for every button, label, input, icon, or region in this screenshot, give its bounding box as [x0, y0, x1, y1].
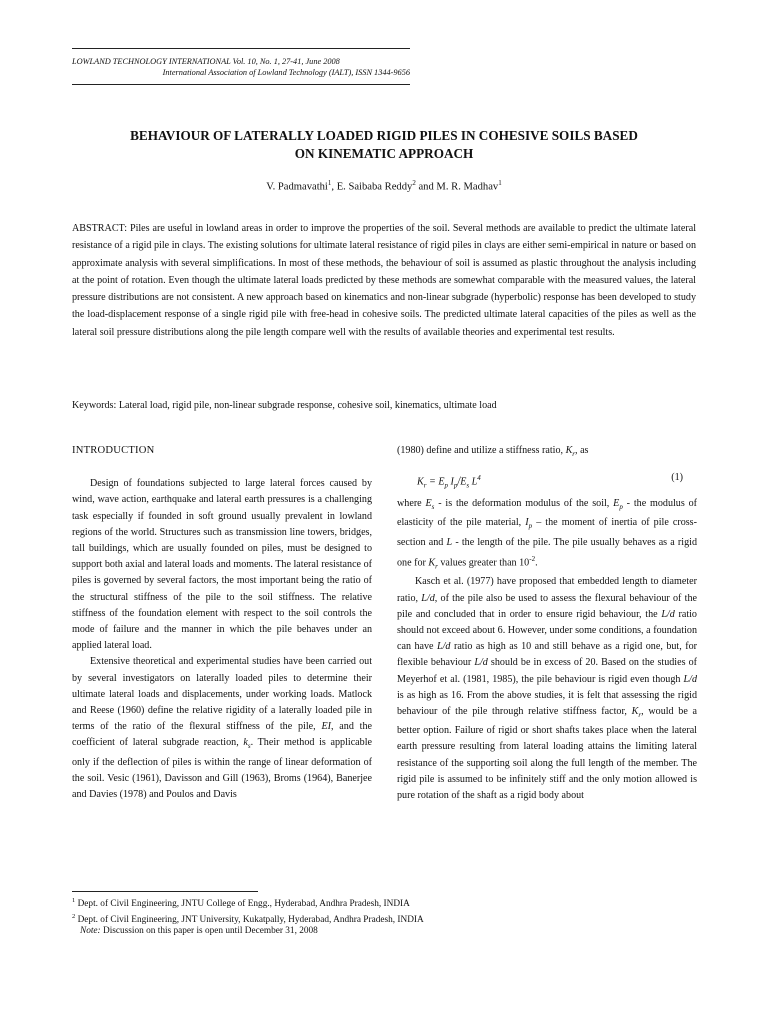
right-column — [397, 443, 697, 804]
equation-number: (1) — [671, 472, 683, 484]
paper-title — [72, 127, 696, 163]
title-line-2: ON KINEMATIC APPROACH — [294, 146, 474, 161]
header-top-rule — [72, 48, 410, 49]
association-line: International Association of Lowland Technology (IALT), ISSN 1344-9656 — [162, 68, 410, 77]
intro-paragraph-2: Extensive theoretical and experimental studies have been carried out by several investigators on laterally loaded piles to determine their ultimate lateral loads and displacements, under working loads. Matlock and Reese (1960) define the relative rigidity of a laterally loaded pile in terms of the ratio of the flexural stiffness of the pile, EI, and the coefficient of lateral subgrade reaction, $k_s$. Their method is applicable only if the deflection of piles is within the range of linear deformation of the soil. Vesic (1961), Davisson and Gill (1963), Broms (1964), Banerjee and Davies (1978) and Poulos and Davis — [72, 656, 372, 801]
discussion-note: Note: Discussion on this paper is open until December 31, 2008 — [80, 926, 318, 937]
abstract: ABSTRACT: Piles are useful in lowland areas in order to improve the properties of the soil. Several methods are available to predict the ultimate lateral resistance of a rigid pile in clays. The existing solutions for ultimate lateral resistance of rigid piles in clays are either semi-empirical in nature or based on approximate analysis with several simplifications. In most of these methods, the behaviour of soil is assumed as plastic throughout the analysis including at the point of rotation. Even though the ultimate lateral loads predicted by these methods are somewhat comparable with the measured values, the lateral pressure distributions are not consistent. A new approach based on kinematics and non-linear subgrade (hyperbolic) response has been developed to study the load-displacement response of a single rigid pile with free-head in cohesive soils. The predicted ultimate lateral capacities of the piles as well as the lateral soil pressure distributions along the pile length compare well with the results of available theories and experimental test results. — [72, 223, 696, 338]
footnotes — [72, 895, 696, 938]
right-paragraph-2: Kasch et al. (1977) have proposed that embedded length to diameter ratio, L/d, of the pile also be used to assess the flexural behaviour of the pile and concluded that in order to ensure rigid behaviour, the L/d ratio should not exceed about 6. However, under some conditions, a foundation can have L/d ratio as high as 10 and still behave as a rigid one, but, for flexible behaviour L/d should be in excess of 20. Based on the studies of Meyerhof et al. (1981, 1985), the pile behaviour is rigid even though L/d is as high as 16. From the above studies, it is felt that assessing the rigid behaviour of the pile through relative stiffness factor, $K_r$, would be a better option. Failure of rigid or short shafts takes place when the lateral earth pressure resulting from lateral loading attains the limiting lateral resistance of the supporting soil along the full length of the member. The rigid pile is assumed to be infinitely stiff and the only motion allowed is pure rotation of the shaft as a rigid body about — [397, 576, 698, 802]
author-2: E. Saibaba Reddy — [336, 181, 413, 193]
keywords: Keywords: Lateral load, rigid pile, non-linear subgrade response, cohesive soil, kinematics, ultimate load — [72, 400, 497, 411]
intro-paragraph-1: Design of foundations subjected to large lateral forces caused by wind, wave action, earthquake and lateral earth pressures is a challenging task especially if founded in soft ground usually prevalent in lowland regions of the world. Structures such as transmission line towers, bridges, tall buildings, which are usually founded on piles, must be designed to support both axial and lateral loads and moments. The lateral resistance of piles is governed by several factors, the most important being the ratio of the structural stiffness of the pile to the soil stiffness. The relative stiffness of the foundation element with respect to the soil controls the mode of failure and the manner in which the pile behaves under an applied lateral load. — [72, 478, 372, 652]
author-1-affiliation-mark: 1 — [327, 179, 332, 187]
section-heading-introduction: INTRODUCTION — [72, 445, 155, 456]
right-paragraph-1: where $E_s$ - is the deformation modulus of the soil, $E_p$ - the modulus of elasticity of the pile material, $I_p$ – the moment of inertia of pile cross-section and L - the length of the pile. The pile usually behaves as a rigid one for $K_r$ values greater than $10^{-2}$. — [397, 498, 698, 571]
author-2-affiliation-mark: 2 — [412, 179, 416, 187]
author-1: V. Padmavathi — [266, 181, 328, 193]
header-bottom-rule — [72, 84, 410, 85]
journal-citation: LOWLAND TECHNOLOGY INTERNATIONAL Vol. 10, No. 1, 27-41, June 2008 — [72, 57, 340, 66]
title-line-1: BEHAVIOUR OF LATERALLY LOADED RIGID PILES IN COHESIVE SOILS BASED — [130, 128, 638, 143]
equation-1 — [397, 462, 697, 496]
footnote-1: $^1$ Dept. of Civil Engineering, JNTU College of Engg., Hyderabad, Andhra Pradesh, INDIA — [72, 897, 410, 910]
author-3: M. R. Madhav — [436, 181, 499, 193]
equation-expression: $K_r = E_p$ $I_p/E_s$ $L^4$ — [417, 474, 481, 490]
author-list: V. Padmavathi$^1$, E. Saibaba Reddy$^2$ and M. R. Madhav$^1$ — [266, 179, 502, 193]
footnote-2: $^2$ Dept. of Civil Engineering, JNT University, Kukatpally, Hyderabad, Andhra Pradesh, INDIA — [72, 912, 424, 925]
footnote-rule — [72, 891, 258, 892]
left-column — [72, 443, 372, 803]
author-3-affiliation-mark: 1 — [498, 179, 502, 187]
right-paragraph-0: (1980) define and utilize a stiffness ratio, $K_r$, as — [397, 445, 589, 459]
